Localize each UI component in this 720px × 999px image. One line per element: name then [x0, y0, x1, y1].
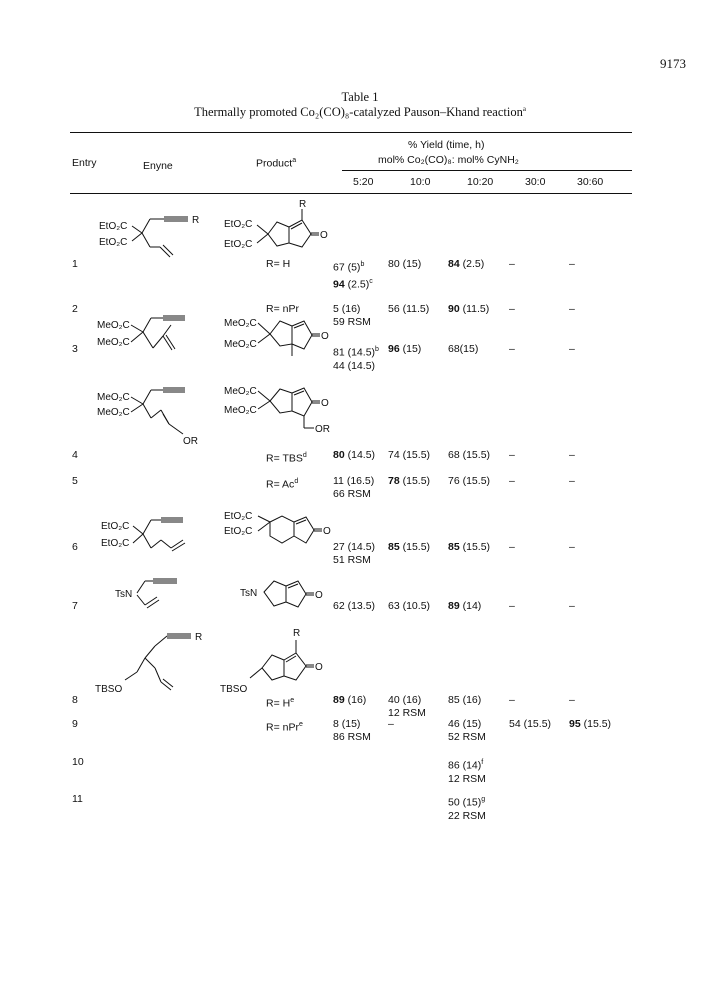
yield-time: –: [569, 449, 575, 461]
enyne-2-ester-2: MeO₂C: [97, 337, 130, 348]
product-1-ester-1: EtO₂C: [224, 219, 253, 230]
yield-cell-2: [388, 343, 421, 356]
yield-value: [509, 718, 551, 731]
product-2-ester-1: MeO₂C: [224, 318, 257, 329]
yield-value: [509, 449, 515, 462]
product-r-label: [266, 449, 307, 466]
yield-value: [448, 600, 481, 613]
yield-note: f: [481, 759, 484, 766]
yield-cell-3: [448, 756, 486, 786]
header-cond-2: 10:0: [410, 176, 431, 188]
product-4-ester-1: EtO₂C: [224, 511, 253, 522]
enyne-2-ester-1: MeO₂C: [97, 320, 130, 331]
yield-time: –: [509, 449, 515, 461]
entry-number: 4: [72, 449, 78, 461]
product-r-label-text: R= H: [266, 258, 291, 270]
yield-time: –: [509, 600, 515, 612]
header-entry: Entry: [72, 157, 97, 169]
product-r-label-text: R= TBS: [266, 452, 303, 465]
product-r-label-text: R= H: [266, 697, 291, 710]
yield-time: 5 (16): [333, 303, 361, 315]
yield-time: –: [569, 258, 575, 270]
product-1-oxo: O: [320, 230, 328, 241]
yield-cell-1: [333, 600, 375, 613]
enyne-4-ester-2: EtO₂C: [101, 538, 130, 549]
product-2-ester-2: MeO₂C: [224, 339, 257, 350]
yield-cell-2: [388, 541, 430, 554]
yield-value: [569, 694, 575, 707]
best-yield: 94: [333, 278, 345, 290]
yield-value: [569, 600, 575, 613]
yield-value: [388, 475, 430, 488]
product-2-structure: [222, 310, 342, 370]
enyne-3-or: OR: [183, 436, 198, 447]
table-caption-text: Thermally promoted Co₂(CO)₈-catalyzed Pauson–Khand reaction: [194, 105, 523, 120]
yield-time: –: [569, 343, 575, 355]
yield-time: 76 (15.5): [448, 475, 491, 487]
yield-value: [448, 343, 478, 356]
yield-time: (14): [459, 600, 482, 612]
table-caption-note: a: [522, 105, 526, 113]
yield-cell-1: [333, 694, 366, 707]
yield-value: [448, 718, 486, 731]
yield-time: (14.5): [344, 449, 376, 461]
product-1-r: R: [299, 199, 307, 210]
yield-value: [333, 449, 375, 462]
yield-time: (2.5): [459, 258, 485, 270]
yield-value: [509, 303, 515, 316]
best-yield: 85: [388, 541, 400, 553]
enyne-5-tsn: TsN: [115, 589, 133, 600]
yield-cell-4: [509, 541, 515, 554]
yield-value: [509, 541, 515, 554]
top-rule: [70, 132, 632, 133]
enyne-3-ester-1: MeO₂C: [97, 392, 130, 403]
page-number: 9173: [660, 56, 686, 71]
yield-time: (11.5): [459, 303, 490, 315]
yield-cell-4: [509, 258, 515, 271]
yield-cell-1: [333, 343, 379, 373]
yield-value: [569, 475, 575, 488]
yield-time: 27 (14.5): [333, 541, 376, 553]
yield-time: –: [569, 475, 575, 487]
yield-time: 50 (15): [448, 796, 482, 809]
yield-value: [388, 449, 430, 462]
product-r-label-text: R= nPr: [266, 303, 299, 315]
header-subrule: [342, 170, 632, 171]
yield-value: [509, 343, 515, 356]
enyne-1-ester-1: EtO₂C: [99, 221, 128, 232]
product-1-ester-2: EtO₂C: [224, 239, 253, 250]
yield-cell-3: [448, 694, 481, 707]
yield-value: [448, 756, 486, 773]
yield-value: [448, 475, 490, 488]
yield-time: –: [388, 718, 394, 730]
yield-cell-4: [509, 718, 551, 731]
product-1-structure: [222, 200, 342, 260]
yield-time: 80 (15): [388, 258, 422, 270]
yield-cell-1: [333, 449, 375, 462]
yield-cell-4: [509, 600, 515, 613]
yield-value: [388, 541, 430, 554]
yield-cell-1: [333, 541, 375, 567]
yield-cell-2: [388, 718, 394, 731]
header-rule: [70, 193, 632, 194]
entry-number: 8: [72, 694, 78, 706]
yield-cell-3: [448, 303, 489, 316]
enyne-1-r: R: [192, 215, 200, 226]
best-yield: 89: [448, 600, 460, 612]
enyne-6-structure: [95, 620, 215, 695]
header-yield: % Yield (time, h): [408, 139, 485, 151]
yield-value: [509, 694, 515, 707]
product-5-structure: [240, 572, 340, 622]
yield-cell-2: [388, 303, 429, 316]
yield-value: [388, 718, 394, 731]
yield-cell-3: [448, 258, 484, 271]
yield-note: c: [369, 277, 373, 285]
yield-time: 8 (15): [333, 718, 361, 730]
product-r-label: [266, 694, 294, 711]
yield-cell-2: [388, 475, 430, 488]
yield-cell-5: [569, 258, 575, 271]
yield-cell-4: [509, 449, 515, 462]
best-yield: 85: [448, 541, 460, 553]
enyne-3-structure: [97, 378, 197, 448]
yield-extra: 66 RSM: [333, 488, 371, 500]
yield-value: [333, 541, 375, 554]
yield-value: [448, 541, 490, 554]
header-ratio: mol% Co₂(CO)₈: mol% CyNH₂: [378, 154, 519, 166]
yield-time: 62 (13.5): [333, 600, 376, 612]
enyne-6-r: R: [195, 632, 203, 643]
yield-time: (15.5): [459, 541, 491, 553]
yield-extra: 12 RSM: [388, 707, 426, 719]
yield-value: [448, 303, 489, 316]
product-r-label-note: e: [298, 721, 303, 728]
yield-time: –: [509, 475, 515, 487]
yield-value: [388, 600, 430, 613]
product-r-label: [266, 718, 303, 735]
yield-cell-5: [569, 303, 575, 316]
product-6-structure: [220, 620, 350, 695]
header-enyne: Enyne: [143, 160, 173, 172]
yield-cell-4: [509, 343, 515, 356]
entry-number: 10: [72, 756, 84, 768]
product-r-label-text: R= nPr: [266, 721, 299, 734]
product-r-label-note: e: [290, 697, 295, 704]
header-product-note: a: [292, 157, 297, 164]
yield-time: –: [509, 343, 515, 355]
product-5-oxo: O: [315, 590, 323, 601]
yield-cell-5: [569, 475, 575, 488]
yield-cell-3: [448, 475, 490, 488]
best-yield: 96: [388, 343, 400, 355]
yield-cell-3: [448, 449, 490, 462]
product-6-oxo: O: [315, 662, 323, 673]
yield-time: –: [509, 541, 515, 553]
table-label: Table 1: [341, 90, 379, 104]
best-yield: 90: [448, 303, 460, 315]
yield-time: 81 (14.5): [333, 346, 376, 359]
yield-cell-2: [388, 449, 430, 462]
yield-cell-5: [569, 694, 575, 707]
best-yield: 78: [388, 475, 400, 487]
yield-time: 54 (15.5): [509, 718, 552, 730]
yield-cell-4: [509, 694, 515, 707]
yield-value: [333, 718, 371, 731]
product-4-ester-2: EtO₂C: [224, 526, 253, 537]
product-3-oxo: O: [321, 398, 329, 409]
yield-value-second: [333, 275, 373, 292]
entry-number: 5: [72, 475, 78, 487]
yield-note: b: [375, 346, 379, 353]
enyne-4-structure: [97, 507, 207, 557]
yield-extra: 51 RSM: [333, 554, 371, 566]
enyne-1-ester-2: EtO₂C: [99, 237, 128, 248]
yield-cell-2: [388, 258, 421, 271]
product-4-structure: [222, 505, 342, 565]
product-3-or: OR: [315, 424, 330, 435]
header-product: [256, 157, 296, 170]
enyne-3-ester-2: MeO₂C: [97, 407, 130, 418]
yield-cell-4: [509, 303, 515, 316]
yield-time: –: [569, 541, 575, 553]
yield-cell-1: [333, 303, 371, 329]
entry-number: 2: [72, 303, 78, 315]
yield-time: 63 (10.5): [388, 600, 431, 612]
yield-time: 67 (5): [333, 261, 361, 274]
yield-time: –: [509, 258, 515, 270]
yield-cell-5: [569, 718, 611, 731]
yield-cell-5: [569, 449, 575, 462]
yield-value: [569, 541, 575, 554]
product-r-label: [266, 303, 299, 316]
product-r-label-note: d: [294, 478, 299, 485]
yield-value: [569, 258, 575, 271]
yield-value: [509, 600, 515, 613]
yield-extra: 52 RSM: [448, 731, 486, 743]
yield-cell-2: [388, 600, 430, 613]
product-2-oxo: O: [321, 331, 329, 342]
entry-number: 7: [72, 600, 78, 612]
yield-time: –: [569, 600, 575, 612]
yield-value: [333, 475, 374, 488]
yield-time: –: [509, 303, 515, 315]
yield-time: (15.5): [580, 718, 612, 730]
header-cond-3: 10:20: [467, 176, 494, 188]
best-yield: 95: [569, 718, 581, 730]
product-3-ester-2: MeO₂C: [224, 405, 257, 416]
yield-time: –: [569, 694, 575, 706]
product-r-label-note: d: [302, 452, 307, 459]
yield-extra: 44 (14.5): [333, 359, 376, 372]
yield-time: 68 (15.5): [448, 449, 491, 461]
enyne-6-tbso: TBSO: [95, 684, 123, 695]
enyne-5-structure: [113, 573, 203, 613]
yield-cell-5: [569, 541, 575, 554]
product-6-tbso: TBSO: [220, 684, 248, 695]
product-4-oxo: O: [323, 526, 331, 537]
product-3-ester-1: MeO₂C: [224, 386, 257, 397]
entry-number: 6: [72, 541, 78, 553]
yield-value: [448, 449, 490, 462]
product-r-label-text: R= Ac: [266, 478, 295, 491]
header-product-text: Product: [256, 157, 293, 170]
yield-cell-3: [448, 718, 486, 744]
yield-note: g: [481, 796, 486, 803]
yield-value: [509, 475, 515, 488]
product-6-r: R: [293, 628, 301, 639]
yield-value: [333, 343, 379, 360]
enyne-2-structure: [97, 308, 197, 368]
yield-note: b: [360, 261, 365, 268]
yield-value: [448, 694, 481, 707]
yield-extra: 12 RSM: [448, 772, 486, 785]
yield-value: [388, 303, 429, 316]
yield-value: [448, 793, 486, 810]
entry-number: 11: [72, 793, 83, 805]
yield-value: [509, 258, 515, 271]
yield-cell-3: [448, 541, 490, 554]
yield-value: [333, 258, 373, 275]
yield-value: [333, 694, 366, 707]
yield-cell-1: [333, 258, 373, 291]
yield-time: –: [509, 694, 515, 706]
yield-time: 56 (11.5): [388, 303, 430, 315]
yield-value: [388, 343, 421, 356]
product-r-label: [266, 475, 298, 492]
yield-value: [333, 303, 371, 316]
enyne-4-ester-1: EtO₂C: [101, 521, 130, 532]
yield-cell-2: [388, 694, 426, 720]
product-3-structure: [222, 378, 342, 443]
best-yield: 89: [333, 694, 345, 706]
entry-number: 9: [72, 718, 78, 730]
yield-time: (15): [399, 343, 422, 355]
yield-cell-3: [448, 793, 486, 823]
yield-cell-5: [569, 343, 575, 356]
yield-time: 68(15): [448, 343, 479, 355]
entry-number: 1: [72, 258, 78, 270]
header-cond-1: 5:20: [353, 176, 374, 188]
yield-cell-1: [333, 475, 374, 501]
header-cond-5: 30:60: [577, 176, 604, 188]
yield-extra: 86 RSM: [333, 731, 371, 743]
yield-value: [569, 343, 575, 356]
yield-cell-5: [569, 600, 575, 613]
yield-time: (2.5): [344, 278, 370, 290]
product-5-tsn: TsN: [240, 588, 258, 599]
best-yield: 80: [333, 449, 345, 461]
yield-time: 46 (15): [448, 718, 482, 730]
yield-time: 11 (16.5): [333, 475, 375, 487]
yield-value: [569, 718, 611, 731]
yield-value: [569, 449, 575, 462]
yield-cell-4: [509, 475, 515, 488]
enyne-1-structure: [90, 205, 210, 260]
yield-value: [388, 694, 426, 707]
yield-value: [388, 258, 421, 271]
best-yield: 84: [448, 258, 460, 270]
yield-extra: 22 RSM: [448, 809, 486, 822]
yield-cell-3: [448, 343, 478, 356]
yield-value: [333, 600, 375, 613]
yield-value: [448, 258, 484, 271]
yield-time: 40 (16): [388, 694, 422, 706]
yield-time: 85 (16): [448, 694, 482, 706]
entry-number: 3: [72, 343, 78, 355]
table-caption: [0, 105, 720, 120]
header-cond-4: 30:0: [525, 176, 546, 188]
yield-time: (15.5): [399, 541, 431, 553]
yield-extra: 59 RSM: [333, 316, 371, 328]
yield-cell-1: [333, 718, 371, 744]
product-r-label: [266, 258, 290, 271]
yield-time: –: [569, 303, 575, 315]
yield-time: 74 (15.5): [388, 449, 431, 461]
yield-cell-3: [448, 600, 481, 613]
yield-value: [569, 303, 575, 316]
yield-time: 86 (14): [448, 759, 482, 772]
yield-time: (16): [344, 694, 367, 706]
yield-time: (15.5): [399, 475, 431, 487]
